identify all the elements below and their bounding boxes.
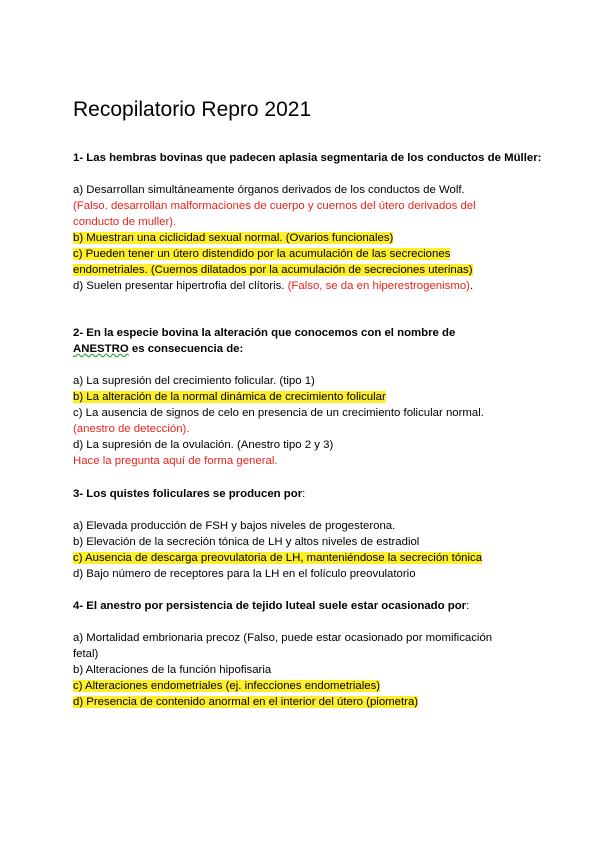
q1-option-d-end: .	[469, 280, 474, 292]
question-4-colon: :	[466, 600, 470, 612]
q1-option-d: d) Suelen presentar hipertrofia del clítoris.	[73, 280, 288, 292]
q4-option-c-line	[73, 678, 543, 694]
q3-option-c-line	[73, 550, 543, 566]
question-2-keyword: ANESTRO	[73, 343, 129, 355]
question-1	[73, 150, 543, 294]
question-3-colon: :	[302, 488, 306, 500]
question-4	[73, 598, 543, 710]
q2-note: Hace la pregunta aquí de forma general.	[73, 455, 278, 467]
q2-option-c-note: (anestro de detección).	[73, 423, 190, 435]
page-title: Recopilatorio Repro 2021	[73, 98, 312, 121]
q2-option-b: b) La alteración de la normal dinámica de crecimiento folicular	[73, 391, 386, 403]
question-2-text-line1: 2- En la especie bovina la alteración que conocemos con el nombre de	[73, 327, 456, 339]
q1-option-d-note: (Falso, se da en hiperestrogenismo)	[287, 280, 470, 292]
q2-option-c: c) La ausencia de signos de celo en presencia de un crecimiento folicular normal.	[73, 407, 484, 419]
question-1-text: 1- Las hembras bovinas que padecen aplasia segmentaria de los conductos de Müller:	[73, 152, 542, 164]
question-2-text-line2	[73, 341, 543, 357]
q4-option-d-line	[73, 694, 543, 710]
q2-option-d: d) La supresión de la ovulación. (Anestro tipo 2 y 3)	[73, 439, 334, 451]
q4-option-a-line1: a) Mortalidad embrionaria precoz (Falso, puede estar ocasionado por momificación	[73, 632, 493, 644]
q4-option-d: d) Presencia de contenido anormal en el interior del útero (piometra)	[73, 696, 419, 708]
question-4-text: 4- El anestro por persistencia de tejido luteal suele estar ocasionado por	[73, 600, 467, 612]
question-2-text-rest: es consecuencia de:	[128, 343, 244, 355]
question-3-line	[73, 486, 543, 502]
question-3-text: 3- Los quistes foliculares se producen por	[73, 488, 303, 500]
q2-option-a: a) La supresión del crecimiento folicular. (tipo 1)	[73, 375, 315, 387]
q2-option-b-line	[73, 389, 543, 405]
q1-option-c-line2	[73, 262, 543, 278]
question-2	[73, 325, 543, 469]
q4-option-a-line2: fetal)	[73, 648, 99, 660]
q1-option-c-part1: c) Pueden tener un útero distendido por la acumulación de las secreciones	[73, 248, 451, 260]
question-4-line	[73, 598, 543, 614]
q1-option-c-part2: endometriales. (Cuernos dilatados por la acumulación de secreciones uterinas)	[73, 264, 473, 276]
q3-option-c: c) Ausencia de descarga preovulatoria de LH, manteniéndose la secreción tónica	[73, 552, 483, 564]
q3-option-a: a) Elevada producción de FSH y bajos niveles de progesterona.	[73, 520, 396, 532]
q1-option-b-line	[73, 230, 543, 246]
q4-option-c: c) Alteraciones endometriales (ej. infecciones endometriales)	[73, 680, 381, 692]
q1-option-a-note-line2: conducto de muller).	[73, 216, 177, 228]
q4-option-b: b) Alteraciones de la función hipofisaria	[73, 664, 272, 676]
q3-option-b: b) Elevación de la secreción tónica de LH y altos niveles de estradiol	[73, 536, 420, 548]
q1-option-c-line1	[73, 246, 543, 262]
q3-option-d: d) Bajo número de receptores para la LH en el folículo preovulatorio	[73, 568, 416, 580]
q1-option-b: b) Muestran una ciclicidad sexual normal. (Ovarios funcionales)	[73, 232, 394, 244]
question-3	[73, 486, 543, 582]
q1-option-d-line	[73, 278, 543, 294]
q1-option-a: a) Desarrollan simultáneamente órganos derivados de los conductos de Wolf.	[73, 184, 465, 196]
q1-option-a-note-line1: (Falso. desarrollan malformaciones de cuerpo y cuernos del útero derivados del	[73, 200, 476, 212]
